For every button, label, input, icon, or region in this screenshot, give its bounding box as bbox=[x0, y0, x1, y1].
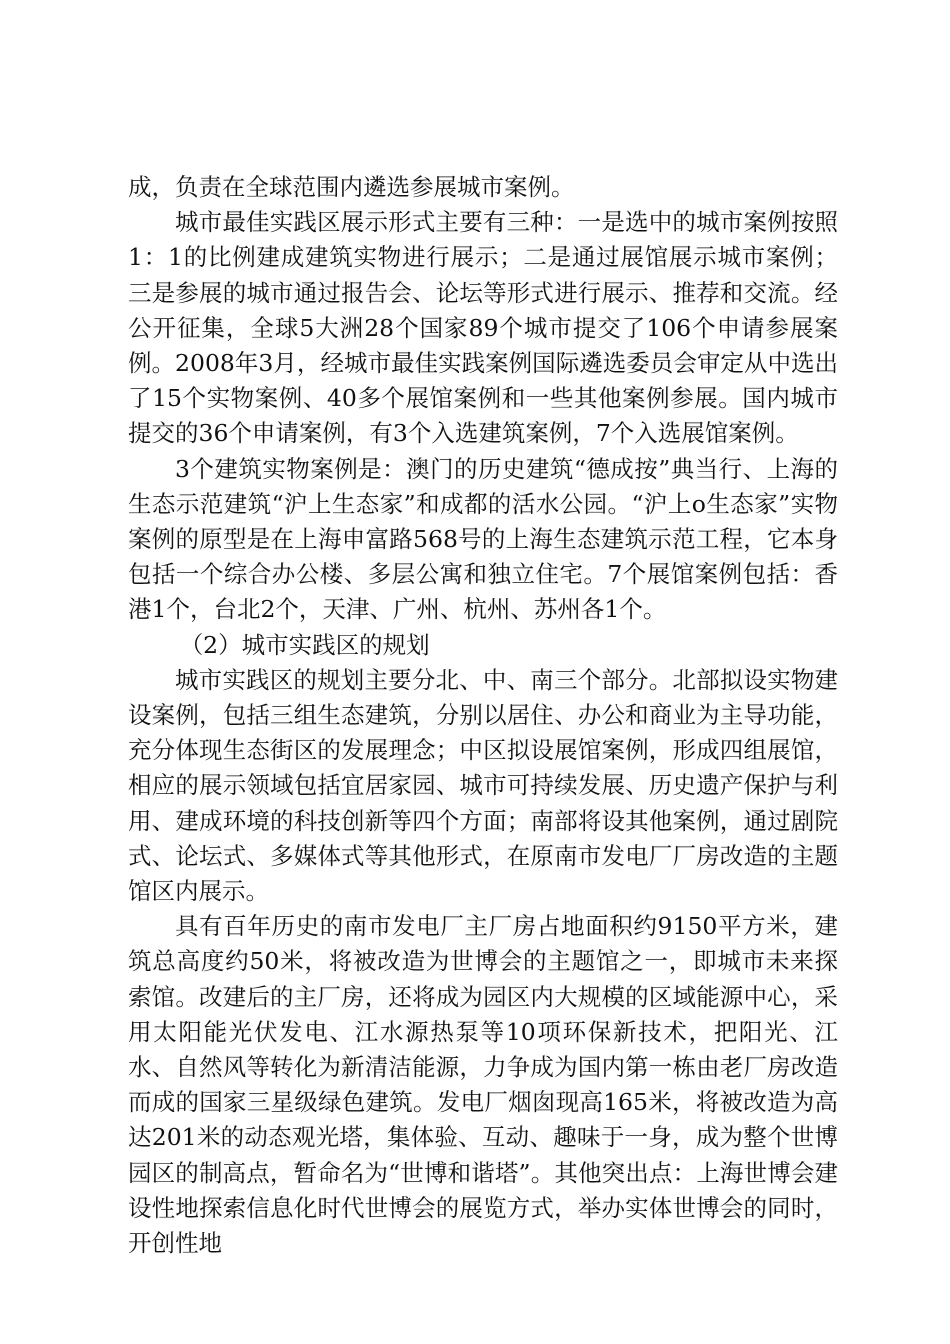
display-forms-paragraph: 城市最佳实践区展示形式主要有三种：一是选中的城市案例按照1：1的比例建成建筑实物进行展示；二是通过展馆展示城市案例；三是参展的城市通过报告会、论坛等形式进行展示、推荐和交流。经公开征集，全球5大洲28个国家89个城市提交了106个申请参展案例。2008年3月，经城市最佳实践案例国际遴选委员会审定从中选出了15个实物案例、40多个展馆案例和一些其他案例参展。国内城市提交的36个申请案例，有3个入选建筑案例，7个入选展馆案例。 bbox=[128, 208, 838, 448]
building-cases-paragraph: 3个建筑实物案例是：澳门的历史建筑“德成按”典当行、上海的生态示范建筑“沪上生态家”和成都的活水公园。“沪上o生态家”实物案例的原型是在上海申富路568号的上海生态建筑示范工程，它本身包括一个综合办公楼、多层公寓和独立住宅。7个展馆案例包括：香港1个，台北2个，天津、广州、杭州、苏州各1个。 bbox=[128, 454, 838, 624]
planning-paragraph: 城市实践区的规划主要分北、中、南三个部分。北部拟设实物建设案例，包括三组生态建筑，分别以居住、办公和商业为主导功能，充分体现生态街区的发展理念；中区拟设展馆案例，形成四组展馆，相应的展示领域包括宜居家园、城市可持续发展、历史遗产保护与利用、建成环境的科技创新等四个方面；南部将设其他案例，通过剧院式、论坛式、多媒体式等其他形式，在原南市发电厂厂房改造的主题馆区内展示。 bbox=[128, 665, 838, 906]
continuation-paragraph: 成，负责在全球范围内遴选参展城市案例。 bbox=[128, 173, 575, 201]
document-page bbox=[128, 170, 838, 1261]
power-plant-paragraph: 具有百年历史的南市发电厂主厂房占地面积约9150平方米，建筑总高度约50米，将被改造为世博会的主题馆之一，即城市未来探索馆。改建后的主厂房，还将成为园区内大规模的区域能源中心，采用太阳能光伏发电、江水源热泵等10项环保新技术，把阳光、江水、自然风等转化为新清洁能源，力争成为国内第一栋由老厂房改造而成的国家三星级绿色建筑。发电厂烟囱现高165米，将被改造为高达201米的动态观光塔，集体验、互动、趣味于一身，成为整个世博园区的制高点，暂命名为“世博和谐塔”。其他突出点：上海世博会建设性地探索信息化时代世博会的展览方式，举办实体世博会的同时，开创性地 bbox=[128, 912, 838, 1258]
section-heading: （2）城市实践区的规划 bbox=[179, 630, 430, 659]
